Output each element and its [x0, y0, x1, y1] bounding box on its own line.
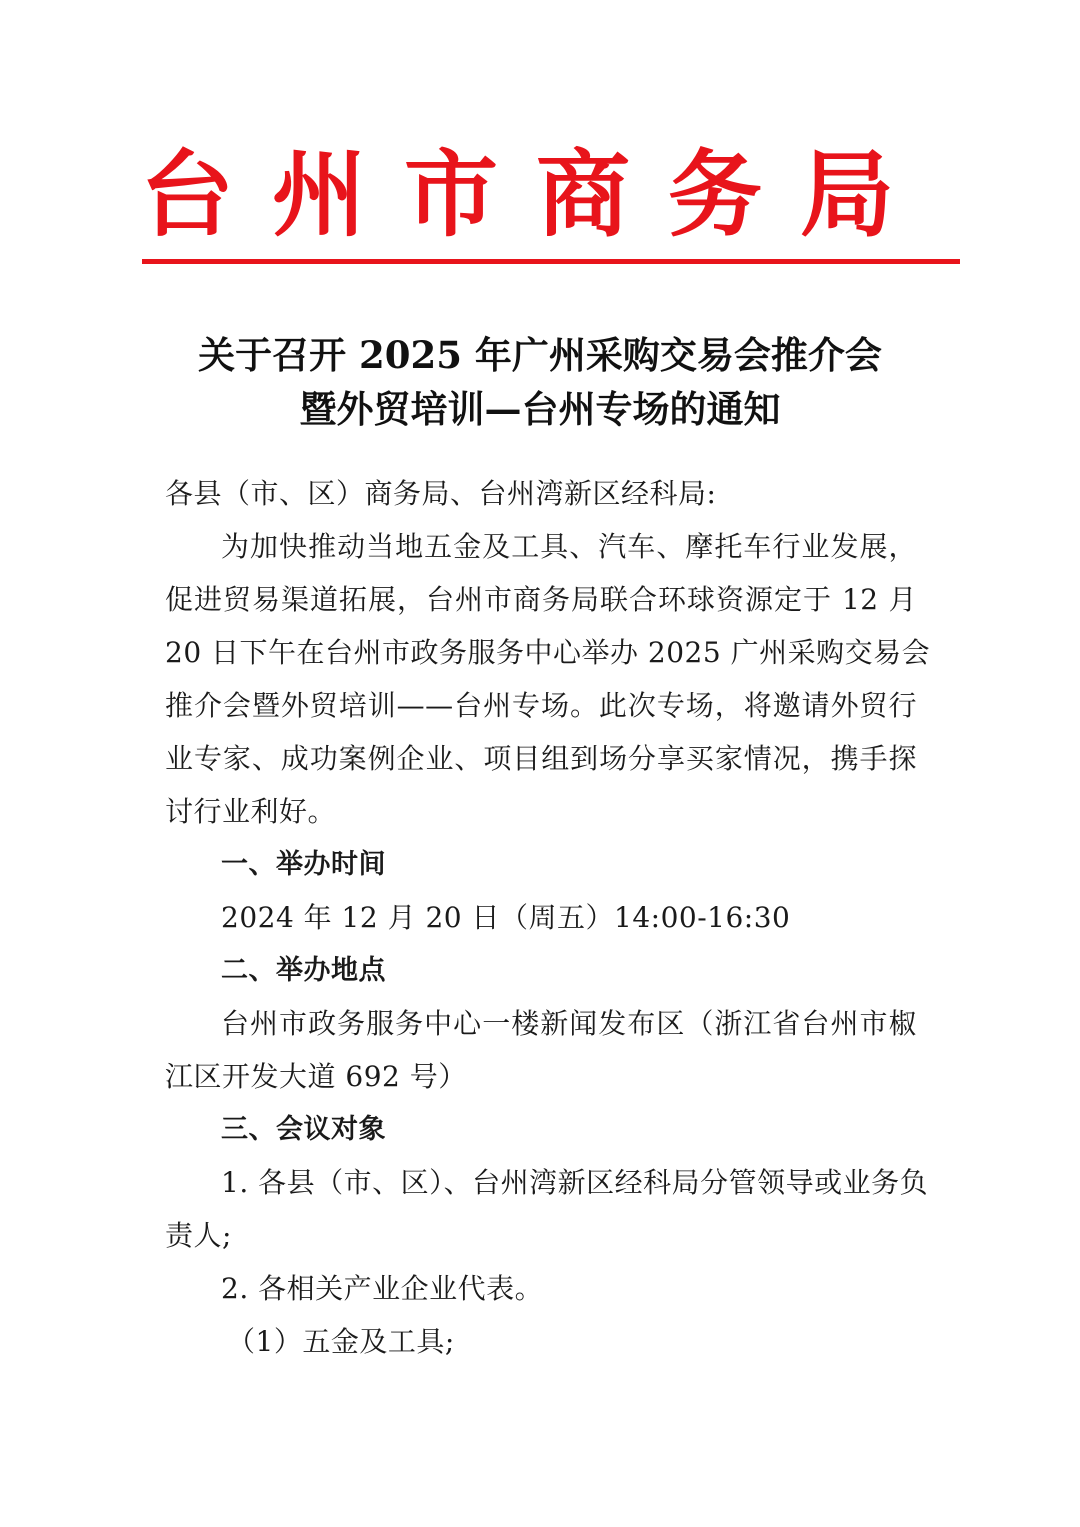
masthead-red-rule [142, 259, 960, 264]
section-3-item-1-line-1: 1. 各县（市、区）、台州湾新区经科局分管领导或业务负 [221, 1166, 929, 1199]
salutation: 各县（市、区）商务局、台州湾新区经科局: [165, 477, 717, 510]
section-3-item-2: 2. 各相关产业企业代表。 [221, 1272, 544, 1305]
intro-line-3: 20 日下午在台州市政务服务中心举办 2025 广州采购交易会 [165, 636, 931, 669]
intro-line-2: 促进贸易渠道拓展，台州市商务局联合环球资源定于 12 月 [165, 583, 917, 616]
section-3-item-2-sub-1: （1）五金及工具; [227, 1325, 455, 1358]
section-2-content-line-2: 江区开发大道 692 号） [165, 1060, 467, 1093]
intro-line-5: 业专家、成功案例企业、项目组到场分享买家情况，携手探 [165, 742, 917, 775]
section-3-heading: 三、会议对象 [221, 1114, 386, 1145]
document-body [165, 467, 931, 1368]
intro-line-4: 推介会暨外贸培训——台州专场。此次专场，将邀请外贸行 [165, 689, 917, 722]
masthead-org-name: 台州市商务局 [140, 140, 933, 250]
section-2-content-line-1: 台州市政务服务中心一楼新闻发布区（浙江省台州市椒 [221, 1007, 917, 1040]
section-1-content: 2024 年 12 月 20 日（周五）14:00-16:30 [221, 901, 791, 934]
document-title-line-1: 关于召开 2025 年广州采购交易会推介会 [198, 333, 882, 377]
intro-line-6: 讨行业利好。 [165, 795, 337, 828]
section-2-heading: 二、举办地点 [221, 955, 386, 986]
document-title-line-2: 暨外贸培训—台州专场的通知 [299, 387, 781, 431]
document-title [120, 328, 960, 436]
section-3-item-1-line-2: 责人; [165, 1219, 232, 1252]
intro-line-1: 为加快推动当地五金及工具、汽车、摩托车行业发展， [221, 530, 917, 563]
section-1-heading: 一、举办时间 [221, 849, 386, 880]
